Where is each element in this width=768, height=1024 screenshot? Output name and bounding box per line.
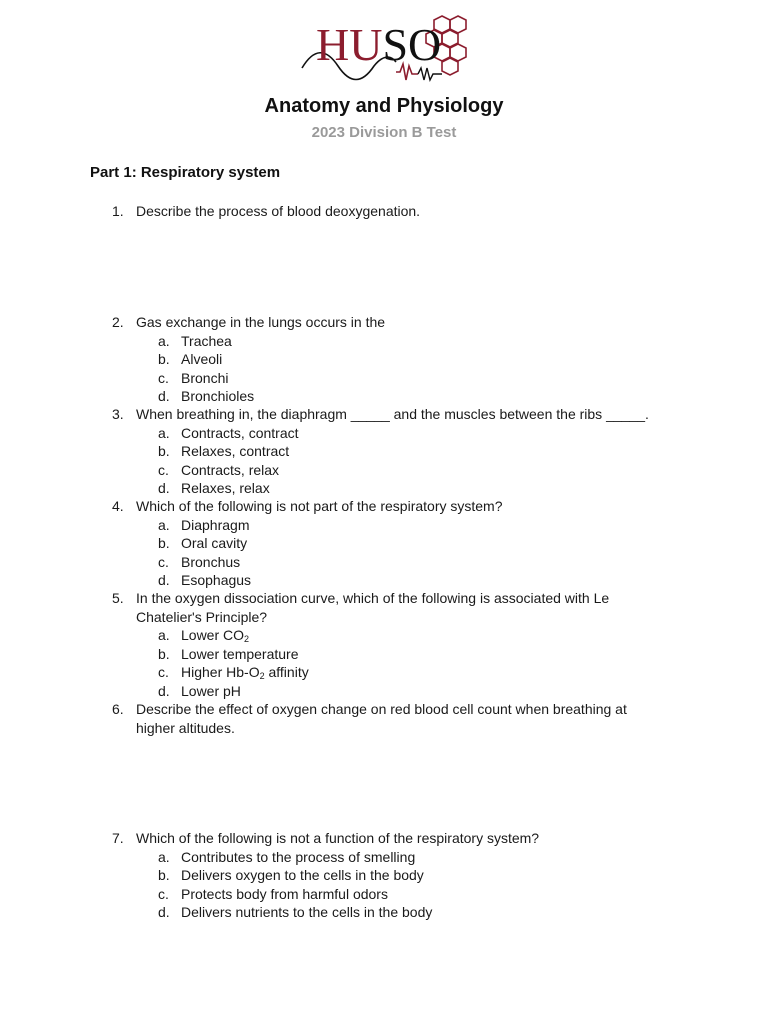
answer-option (0, 350, 768, 369)
answer-option (0, 903, 768, 922)
question-number: 3. (112, 406, 124, 422)
question-text: When breathing in, the diaphragm _____ and the muscles between the ribs _____. (136, 406, 649, 422)
option-text: Diaphragm (181, 516, 250, 533)
option-letter: d. (158, 904, 170, 920)
question-text: Describe the process of blood deoxygenation. (136, 203, 421, 219)
option-text: Contracts, contract (181, 424, 299, 441)
question-text-continued: Chatelier's Principle? (136, 608, 268, 625)
option-text: Delivers oxygen to the cells in the body (181, 867, 424, 883)
question-4 (0, 497, 768, 590)
answer-option (0, 663, 768, 682)
answer-option (0, 479, 768, 498)
section-heading: Part 1: Respiratory system (90, 164, 281, 181)
question-number: 1. (112, 203, 124, 219)
option-text: Bronchioles (181, 388, 255, 404)
answer-option (0, 626, 768, 645)
answer-option (0, 848, 768, 867)
question-1 (0, 202, 768, 221)
question-number: 7. (112, 830, 124, 846)
question-2 (0, 313, 768, 406)
page-title: Anatomy and Physiology (264, 95, 504, 117)
answer-option (0, 461, 768, 480)
answer-option (0, 369, 768, 388)
option-text: Bronchi (181, 369, 229, 386)
question-7 (0, 829, 768, 922)
option-text: Lower temperature (181, 645, 299, 662)
answer-option (0, 332, 768, 351)
logo-text (316, 19, 442, 70)
option-letter: a. (158, 848, 170, 865)
option-letter: c. (158, 461, 169, 478)
option-text: Trachea (181, 332, 232, 349)
option-letter: c. (158, 885, 169, 902)
option-text (181, 626, 249, 645)
answer-option (0, 885, 768, 904)
option-letter: b. (158, 351, 170, 367)
option-letter: a. (158, 627, 170, 643)
page-subtitle: 2023 Division B Test (311, 124, 457, 141)
option-letter: a. (158, 424, 170, 441)
option-letter: b. (158, 443, 170, 459)
answer-option (0, 571, 768, 590)
option-text: Alveoli (181, 351, 223, 367)
option-text (181, 663, 309, 682)
answer-option (0, 682, 768, 701)
answer-option (0, 645, 768, 664)
subscript: 2 (259, 671, 265, 681)
option-letter: b. (158, 535, 170, 551)
subscript: 2 (244, 634, 250, 644)
option-text: Lower pH (181, 682, 241, 699)
option-text-tail: affinity (264, 664, 309, 680)
option-letter: b. (158, 867, 170, 883)
logo-text-hu: HU (316, 19, 383, 70)
option-letter: d. (158, 682, 170, 699)
answer-option (0, 424, 768, 443)
option-letter: d. (158, 480, 170, 496)
question-text: Which of the following is not a function of the respiratory system? (136, 830, 540, 846)
option-letter: c. (158, 369, 169, 386)
logo-text-so: SO (382, 19, 442, 70)
option-text-main: Lower CO (181, 627, 245, 643)
option-letter: d. (158, 388, 170, 404)
option-letter: d. (158, 572, 170, 588)
option-text: Contributes to the process of smelling (181, 848, 416, 865)
answer-option (0, 534, 768, 553)
question-6 (0, 700, 768, 737)
question-text-continued: higher altitudes. (136, 719, 235, 736)
option-text: Bronchus (181, 553, 241, 570)
answer-option (0, 866, 768, 885)
answer-option (0, 516, 768, 535)
option-text: Oral cavity (181, 535, 248, 551)
option-text: Relaxes, contract (181, 443, 290, 459)
option-letter: a. (158, 516, 170, 533)
question-text: In the oxygen dissociation curve, which of the following is associated with Le (136, 590, 610, 606)
question-text: Describe the effect of oxygen change on red blood cell count when breathing at (136, 701, 627, 717)
answer-option (0, 553, 768, 572)
option-letter: b. (158, 645, 170, 662)
option-text: Protects body from harmful odors (181, 885, 388, 902)
option-text: Contracts, relax (181, 461, 280, 478)
option-text-main: Higher Hb-O (181, 664, 260, 680)
question-number: 5. (112, 590, 124, 606)
option-text: Delivers nutrients to the cells in the body (181, 904, 433, 920)
option-letter: c. (158, 664, 169, 680)
question-number: 2. (112, 314, 124, 330)
option-text: Esophagus (181, 572, 252, 588)
answer-option (0, 442, 768, 461)
huso-logo (300, 10, 470, 85)
option-letter: a. (158, 332, 170, 349)
question-number: 4. (112, 498, 124, 514)
option-letter: c. (158, 553, 169, 570)
question-3 (0, 405, 768, 498)
option-text: Relaxes, relax (181, 480, 270, 496)
question-5 (0, 589, 768, 700)
question-number: 6. (112, 701, 124, 717)
question-text: Gas exchange in the lungs occurs in the (136, 314, 386, 330)
question-text: Which of the following is not part of the respiratory system? (136, 498, 503, 514)
answer-option (0, 387, 768, 406)
